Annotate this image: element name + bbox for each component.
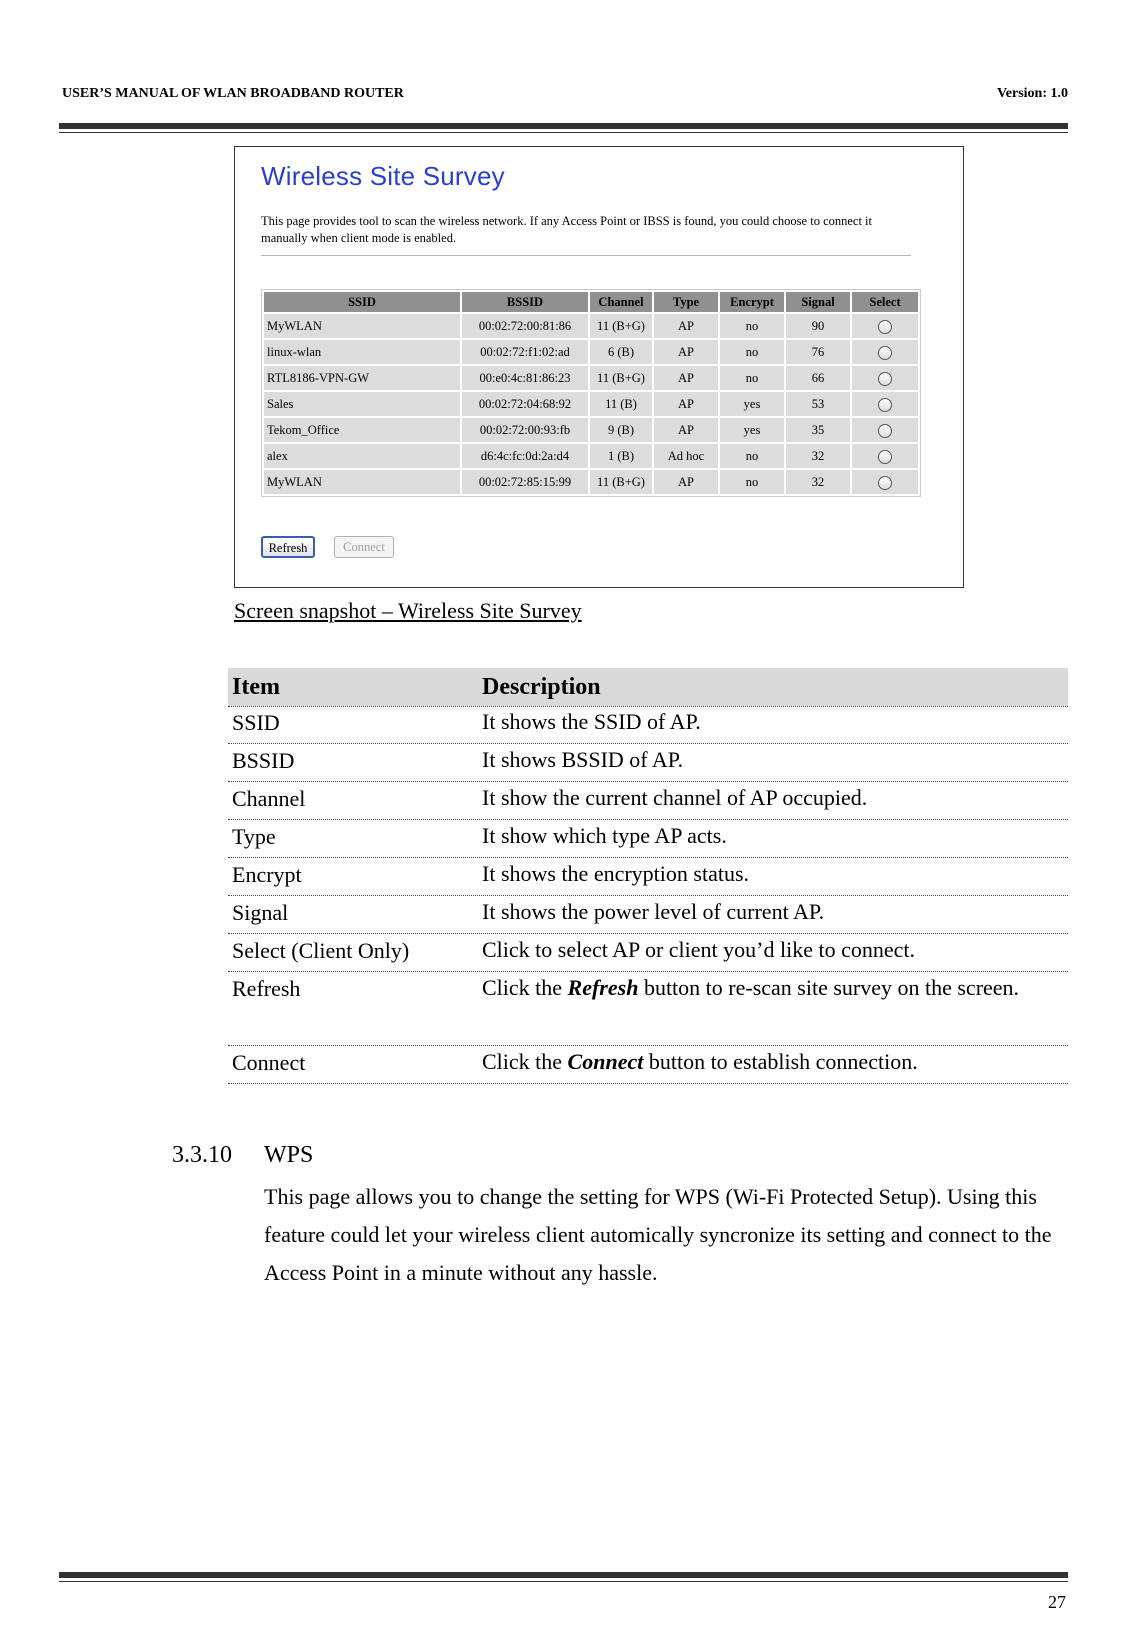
cell-type: AP: [654, 392, 718, 416]
row-description-text: Click the: [482, 975, 568, 1000]
header-item: Item: [232, 674, 280, 700]
cell-signal: 76: [786, 340, 850, 364]
description-row: [228, 896, 1068, 934]
cell-ssid: RTL8186-VPN-GW: [264, 366, 460, 390]
cell-channel: 11 (B): [590, 392, 652, 416]
row-item: BSSID: [232, 748, 295, 773]
cell-encrypt: no: [720, 470, 784, 494]
col-ssid: SSID: [264, 292, 460, 312]
snapshot-divider: [261, 255, 911, 256]
description-row: [228, 744, 1068, 782]
cell-bssid: 00:02:72:00:93:fb: [462, 418, 588, 442]
row-description: [482, 779, 1062, 817]
manual-title: USER’S MANUAL OF WLAN BROADBAND ROUTER: [62, 86, 404, 101]
snapshot-description: This page provides tool to scan the wireless network. If any Access Point or IBSS is found, you could choose to connect it manually when client mode is enabled.: [261, 214, 873, 245]
row-description-text: It shows the SSID of AP.: [482, 709, 701, 734]
row-description-text-post: button to establish connection.: [643, 1049, 918, 1074]
cell-signal: 32: [786, 470, 850, 494]
refresh-button[interactable]: Refresh: [261, 536, 315, 558]
row-description-text-post: button to re-scan site survey on the screen.: [638, 975, 1020, 1000]
cell-ssid: MyWLAN: [264, 314, 460, 338]
description-table: [228, 668, 1068, 1084]
col-type: Type: [654, 292, 718, 312]
row-description: [482, 969, 1062, 1007]
description-row: [228, 782, 1068, 820]
page-number: 27: [1048, 1592, 1066, 1612]
cell-ssid: alex: [264, 444, 460, 468]
cell-signal: 32: [786, 444, 850, 468]
snapshot-caption: Screen snapshot – Wireless Site Survey: [234, 598, 582, 623]
version-label: Version: 1.0: [996, 86, 1068, 101]
cell-bssid: 00:e0:4c:81:86:23: [462, 366, 588, 390]
row-item: Channel: [232, 786, 306, 811]
cell-type: AP: [654, 314, 718, 338]
description-row: [228, 820, 1068, 858]
cell-channel: 9 (B): [590, 418, 652, 442]
cell-channel: 11 (B+G): [590, 470, 652, 494]
site-row: [264, 444, 918, 468]
description-row: [228, 1046, 1068, 1084]
cell-select: [852, 392, 918, 416]
row-description-text: Click to select AP or client you’d like to connect.: [482, 937, 915, 962]
site-row: [264, 392, 918, 416]
cell-type: Ad hoc: [654, 444, 718, 468]
row-description-emphasis: Refresh: [567, 975, 639, 1000]
cell-bssid: 00:02:72:00:81:86: [462, 314, 588, 338]
select-radio[interactable]: [878, 450, 892, 464]
cell-channel: 11 (B+G): [590, 366, 652, 390]
header-rule-thin: [59, 132, 1068, 133]
cell-type: AP: [654, 340, 718, 364]
row-description: [482, 1043, 1062, 1081]
section-body: This page allows you to change the setting for WPS (Wi-Fi Protected Setup). Using this feature could let your wireless client automically syncronize its setting and connect to the Access Point in a minute without any hassle.: [264, 1184, 1052, 1285]
row-description-text: It show which type AP acts.: [482, 823, 727, 848]
row-item: Signal: [232, 900, 289, 925]
row-item: Refresh: [232, 976, 301, 1001]
row-description: [482, 931, 1062, 969]
site-row: [264, 366, 918, 390]
cell-select: [852, 340, 918, 364]
site-row: [264, 470, 918, 494]
cell-channel: 1 (B): [590, 444, 652, 468]
cell-select: [852, 444, 918, 468]
header-rule: [59, 123, 1068, 129]
cell-select: [852, 470, 918, 494]
cell-encrypt: no: [720, 444, 784, 468]
snapshot-title: Wireless Site Survey: [261, 161, 505, 191]
description-table-header: [228, 668, 1068, 706]
row-description-text: It show the current channel of AP occupied.: [482, 785, 868, 810]
cell-channel: 6 (B): [590, 340, 652, 364]
row-description-text: It shows BSSID of AP.: [482, 747, 684, 772]
col-signal: Signal: [786, 292, 850, 312]
site-row: [264, 340, 918, 364]
site-row: [264, 418, 918, 442]
cell-select: [852, 418, 918, 442]
description-row: [228, 934, 1068, 972]
footer-rule-thin: [59, 1581, 1068, 1582]
cell-encrypt: no: [720, 314, 784, 338]
header-description: Description: [482, 674, 601, 700]
row-description-text: Click the: [482, 1049, 568, 1074]
col-channel: Channel: [590, 292, 652, 312]
col-select: Select: [852, 292, 918, 312]
description-row: [228, 706, 1068, 744]
select-radio[interactable]: [878, 320, 892, 334]
description-row: [228, 972, 1068, 1046]
site-row: [264, 314, 918, 338]
cell-signal: 66: [786, 366, 850, 390]
row-description: [482, 703, 1062, 741]
select-radio[interactable]: [878, 424, 892, 438]
row-description-text: It shows the power level of current AP.: [482, 899, 825, 924]
row-description: [482, 817, 1062, 855]
select-radio[interactable]: [878, 398, 892, 412]
cell-signal: 53: [786, 392, 850, 416]
cell-select: [852, 366, 918, 390]
screen-snapshot: [234, 146, 964, 588]
row-description: [482, 893, 1062, 931]
cell-type: AP: [654, 418, 718, 442]
cell-encrypt: no: [720, 340, 784, 364]
row-description-emphasis: Connect: [567, 1049, 644, 1074]
cell-channel: 11 (B+G): [590, 314, 652, 338]
cell-bssid: 00:02:72:f1:02:ad: [462, 340, 588, 364]
cell-bssid: d6:4c:fc:0d:2a:d4: [462, 444, 588, 468]
row-item: Encrypt: [232, 862, 302, 887]
site-survey-table: [261, 289, 921, 497]
select-radio[interactable]: [878, 476, 892, 490]
section-number: 3.3.10: [172, 1142, 232, 1168]
cell-encrypt: no: [720, 366, 784, 390]
cell-type: AP: [654, 366, 718, 390]
cell-encrypt: yes: [720, 392, 784, 416]
cell-signal: 35: [786, 418, 850, 442]
cell-encrypt: yes: [720, 418, 784, 442]
cell-ssid: Sales: [264, 392, 460, 416]
col-encrypt: Encrypt: [720, 292, 784, 312]
row-item: Connect: [232, 1050, 306, 1075]
cell-type: AP: [654, 470, 718, 494]
cell-ssid: MyWLAN: [264, 470, 460, 494]
footer-rule: [59, 1572, 1068, 1578]
col-bssid: BSSID: [462, 292, 588, 312]
section-title: WPS: [264, 1142, 314, 1168]
row-description-text: It shows the encryption status.: [482, 861, 750, 886]
select-radio[interactable]: [878, 346, 892, 360]
cell-signal: 90: [786, 314, 850, 338]
cell-bssid: 00:02:72:04:68:92: [462, 392, 588, 416]
description-row: [228, 858, 1068, 896]
cell-ssid: linux-wlan: [264, 340, 460, 364]
cell-ssid: Tekom_Office: [264, 418, 460, 442]
cell-bssid: 00:02:72:85:15:99: [462, 470, 588, 494]
row-item: SSID: [232, 710, 280, 735]
row-description: [482, 741, 1062, 779]
row-item: Select (Client Only): [232, 938, 410, 963]
row-description: [482, 855, 1062, 893]
select-radio[interactable]: [878, 372, 892, 386]
cell-select: [852, 314, 918, 338]
row-item: Type: [232, 824, 276, 849]
connect-button[interactable]: Connect: [334, 536, 394, 558]
